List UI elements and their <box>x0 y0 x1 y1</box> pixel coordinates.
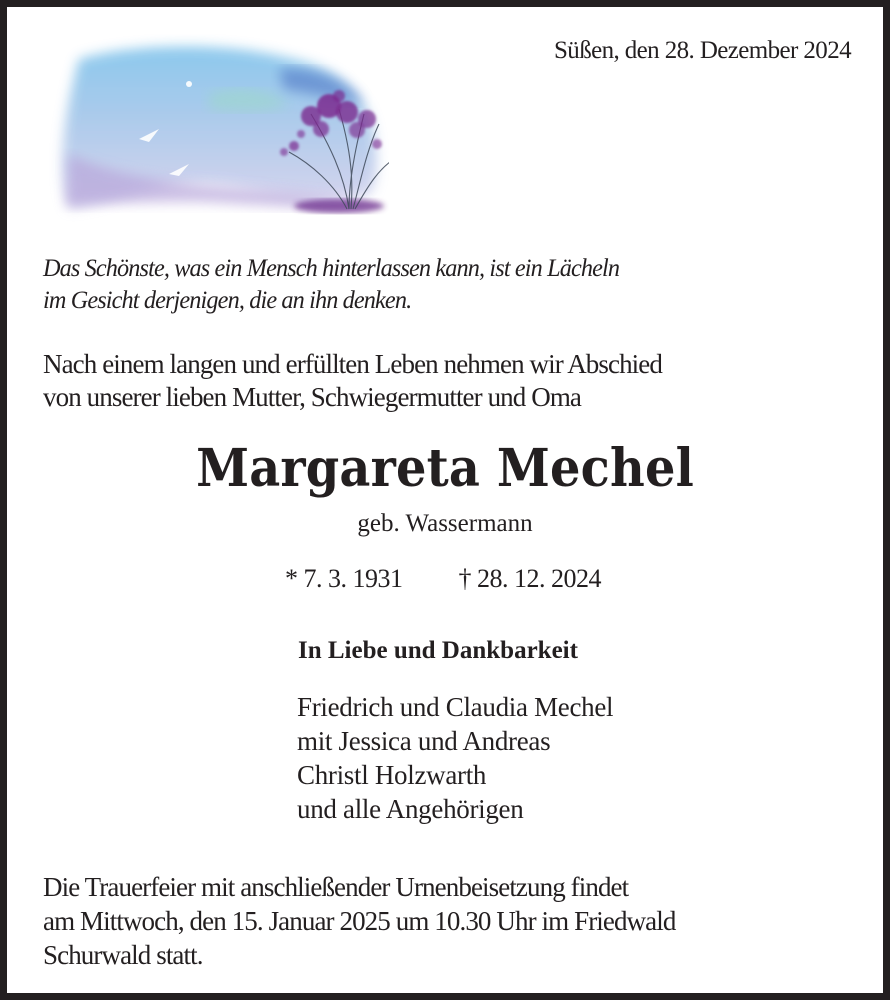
memorial-quote <box>43 253 819 317</box>
life-dates <box>285 564 601 594</box>
mourner-entry: Christl Holzwarth <box>297 760 487 790</box>
intro-line: von unserer lieben Mutter, Schwiegermutter und Oma <box>43 382 582 412</box>
maiden-name: geb. Wassermann <box>357 510 533 537</box>
intro-line: Nach einem langen und erfüllten Leben nehmen wir Abschied <box>43 349 662 379</box>
farewell-intro <box>43 348 843 414</box>
quote-line: im Gesicht derjenigen, die an ihn denken. <box>43 287 412 314</box>
mourner-entry: mit Jessica und Andreas <box>297 726 551 756</box>
mourner-entry: und alle Angehörigen <box>297 794 524 824</box>
birth-date: * 7. 3. 1931 <box>285 564 403 593</box>
mourner-entry: Friedrich und Claudia Mechel <box>297 692 614 722</box>
death-date: † 28. 12. 2024 <box>458 564 601 593</box>
ceremony-info <box>43 870 863 972</box>
mourners-list <box>297 690 613 826</box>
mourners-heading: In Liebe und Dankbarkeit <box>298 637 578 664</box>
ceremony-line: am Mittwoch, den 15. Januar 2025 um 10.30 Uhr im Friedwald <box>43 906 676 936</box>
place-date: Süßen, den 28. Dezember 2024 <box>553 37 851 64</box>
ceremony-line: Schurwald statt. <box>43 940 203 970</box>
deceased-name: Margareta Mechel <box>196 438 694 499</box>
watercolor-tree-icon <box>49 34 389 229</box>
obituary-notice <box>7 7 883 993</box>
quote-line: Das Schönste, was ein Mensch hinterlassen kann, ist ein Lächeln <box>43 255 620 282</box>
ceremony-line: Die Trauerfeier mit anschließender Urnenbeisetzung findet <box>43 872 629 902</box>
